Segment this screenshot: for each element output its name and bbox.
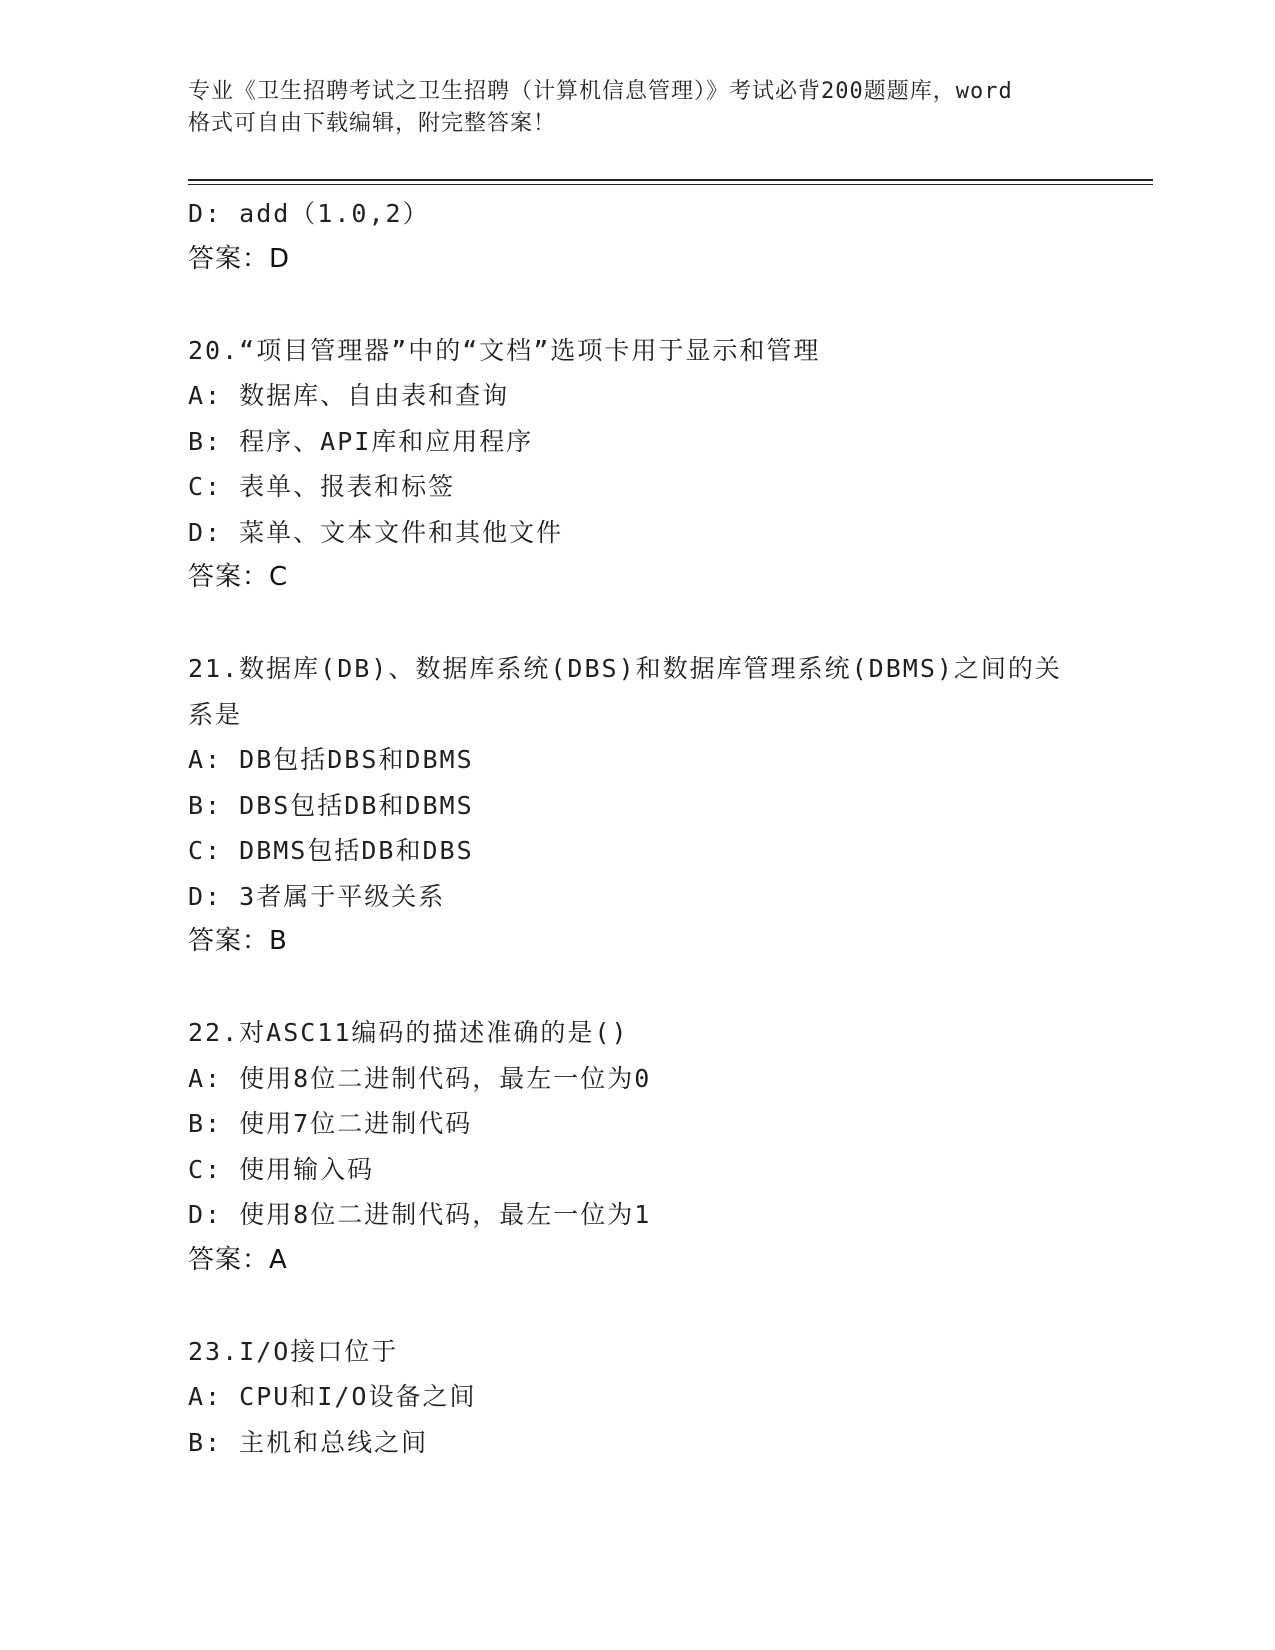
option-b: B: 主机和总线之间 [188,1427,429,1457]
question-list [188,191,1138,1465]
spacer [188,965,1138,1011]
option-c: C: 使用输入码 [188,1154,375,1184]
question-stem-continued: 系是 [188,699,243,729]
option-b: B: 程序、API库和应用程序 [188,426,534,456]
option-d: D: 使用8位二进制代码，最左一位为1 [188,1200,652,1229]
option-a: A: DB包括DBS和DBMS [188,745,474,774]
option-a: A: 使用8位二进制代码，最左一位为0 [188,1063,652,1093]
answer-line: 答案：A [188,1244,288,1275]
answer-line: 答案：C [188,562,289,592]
option-a: A: 数据库、自由表和查询 [188,381,510,410]
answer-line: 答案：D [188,243,291,274]
question-22 [188,1010,1138,1283]
option-c: C: DBMS包括DB和DBS [188,836,474,865]
question-23 [188,1329,1138,1466]
question-stem: 20.“项目管理器”中的“文档”选项卡用于显示和管理 [188,335,821,365]
spacer [188,601,1138,647]
option-a: A: CPU和I/O设备之间 [188,1382,477,1411]
option-c: C: 表单、报表和标签 [188,472,456,501]
document-header [188,76,1088,140]
spacer [188,1283,1138,1329]
question-20 [188,328,1138,601]
header-rule-thick [188,179,1153,181]
question-stem: 21.数据库(DB)、数据库系统(DBS)和数据库管理系统(DBMS)之间的关 [188,654,1062,683]
answer-line: 答案：B [188,926,288,956]
spacer [188,282,1138,328]
option-b: B: DBS包括DB和DBMS [188,790,474,820]
option-d: D: add（1.0,2） [188,199,430,228]
header-line-1: 专业《卫生招聘考试之卫生招聘（计算机信息管理）》考试必背200题题库，word [188,79,1013,104]
option-b: B: 使用7位二进制代码 [188,1109,473,1138]
question-stem: 22.对ASC11编码的描述准确的是() [188,1018,629,1047]
question-21 [188,646,1138,965]
header-rule-thin [188,184,1153,185]
header-line-2: 格式可自由下载编辑，附完整答案！ [188,111,557,136]
option-d: D: 菜单、文本文件和其他文件 [188,517,564,547]
option-d: D: 3者属于平级关系 [188,881,446,911]
question-19-tail [188,191,1138,282]
question-stem: 23.I/O接口位于 [188,1336,399,1366]
